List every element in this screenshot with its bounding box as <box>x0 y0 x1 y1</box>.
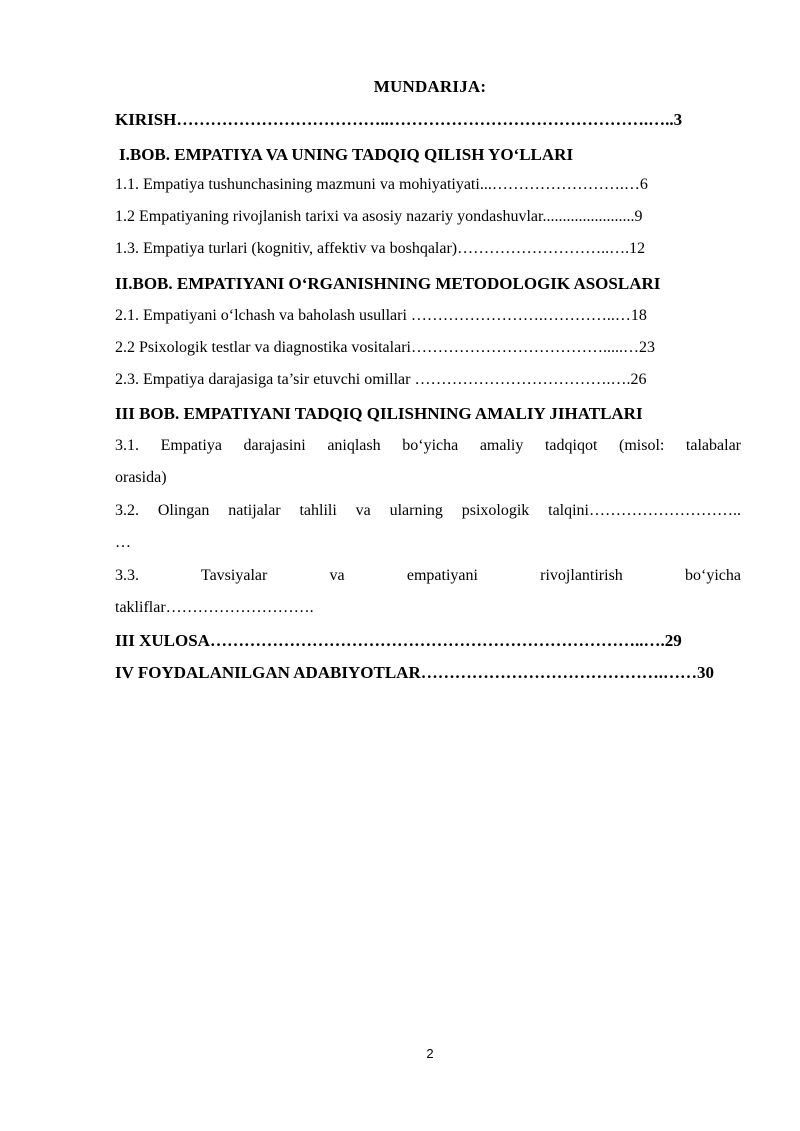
toc-entry-3-2-cont: … <box>115 534 131 551</box>
toc-entry-3-2: 3.2. Olingan natijalar tahlili va ularning psixologik talqini……………………….. <box>115 502 741 519</box>
toc-entry-3-1: 3.1. Empatiya darajasini aniqlash bo‘yicha amaliy tadqiqot (misol: talabalar <box>115 437 741 454</box>
toc-entry-2-2: 2.2 Psixologik testlar va diagnostika vositalari……………………………….....…23 <box>115 339 655 356</box>
toc-entry-3-3-cont: takliflar………………………. <box>115 599 314 616</box>
toc-entry-3-3: 3.3. Tavsiyalar va empatiyani rivojlantirish bo‘yicha <box>115 567 741 584</box>
toc-entry-1-3: 1.3. Empatiya turlari (kognitiv, affektiv va boshqalar)………………………..….12 <box>115 240 646 257</box>
toc-chapter-2: II.BOB. EMPATIYANI O‘RGANISHNING METODOLOGIK ASOSLARI <box>115 274 661 293</box>
toc-chapter-1: I.BOB. EMPATIYA VA UNING TADQIQ QILISH YO‘LLARI <box>119 145 574 164</box>
toc-entry-2-1: 2.1. Empatiyani o‘lchash va baholash usullari …………………….…………..…18 <box>115 307 647 324</box>
toc-chapter-3: III BOB. EMPATIYANI TADQIQ QILISHNING AMALIY JIHATLARI <box>115 404 643 423</box>
toc-entry-3-1-cont: orasida) <box>115 469 167 486</box>
toc-entry-adabiyotlar: IV FOYDALANILGAN ADABIYOTLAR…………………………………….……30 <box>115 663 714 682</box>
toc-title: MUNDARIJA: <box>373 77 487 96</box>
toc-entry-xulosa: III XULOSA…………………………………………………………………..….29 <box>115 631 682 650</box>
toc-entry-1-1: 1.1. Empatiya tushunchasining mazmuni va mohiyatiyati...…………………….…6 <box>115 176 648 193</box>
toc-entry-2-3: 2.3. Empatiya darajasiga ta’sir etuvchi omillar ……………………………….….26 <box>115 371 647 388</box>
toc-entry-1-2: 1.2 Empatiyaning rivojlanish tarixi va asosiy nazariy yondashuvlar.......................9 <box>115 208 643 225</box>
page-number: 2 <box>426 1046 434 1061</box>
toc-entry-kirish: KIRISH………………………………..……………………………………….…..3 <box>115 110 683 129</box>
